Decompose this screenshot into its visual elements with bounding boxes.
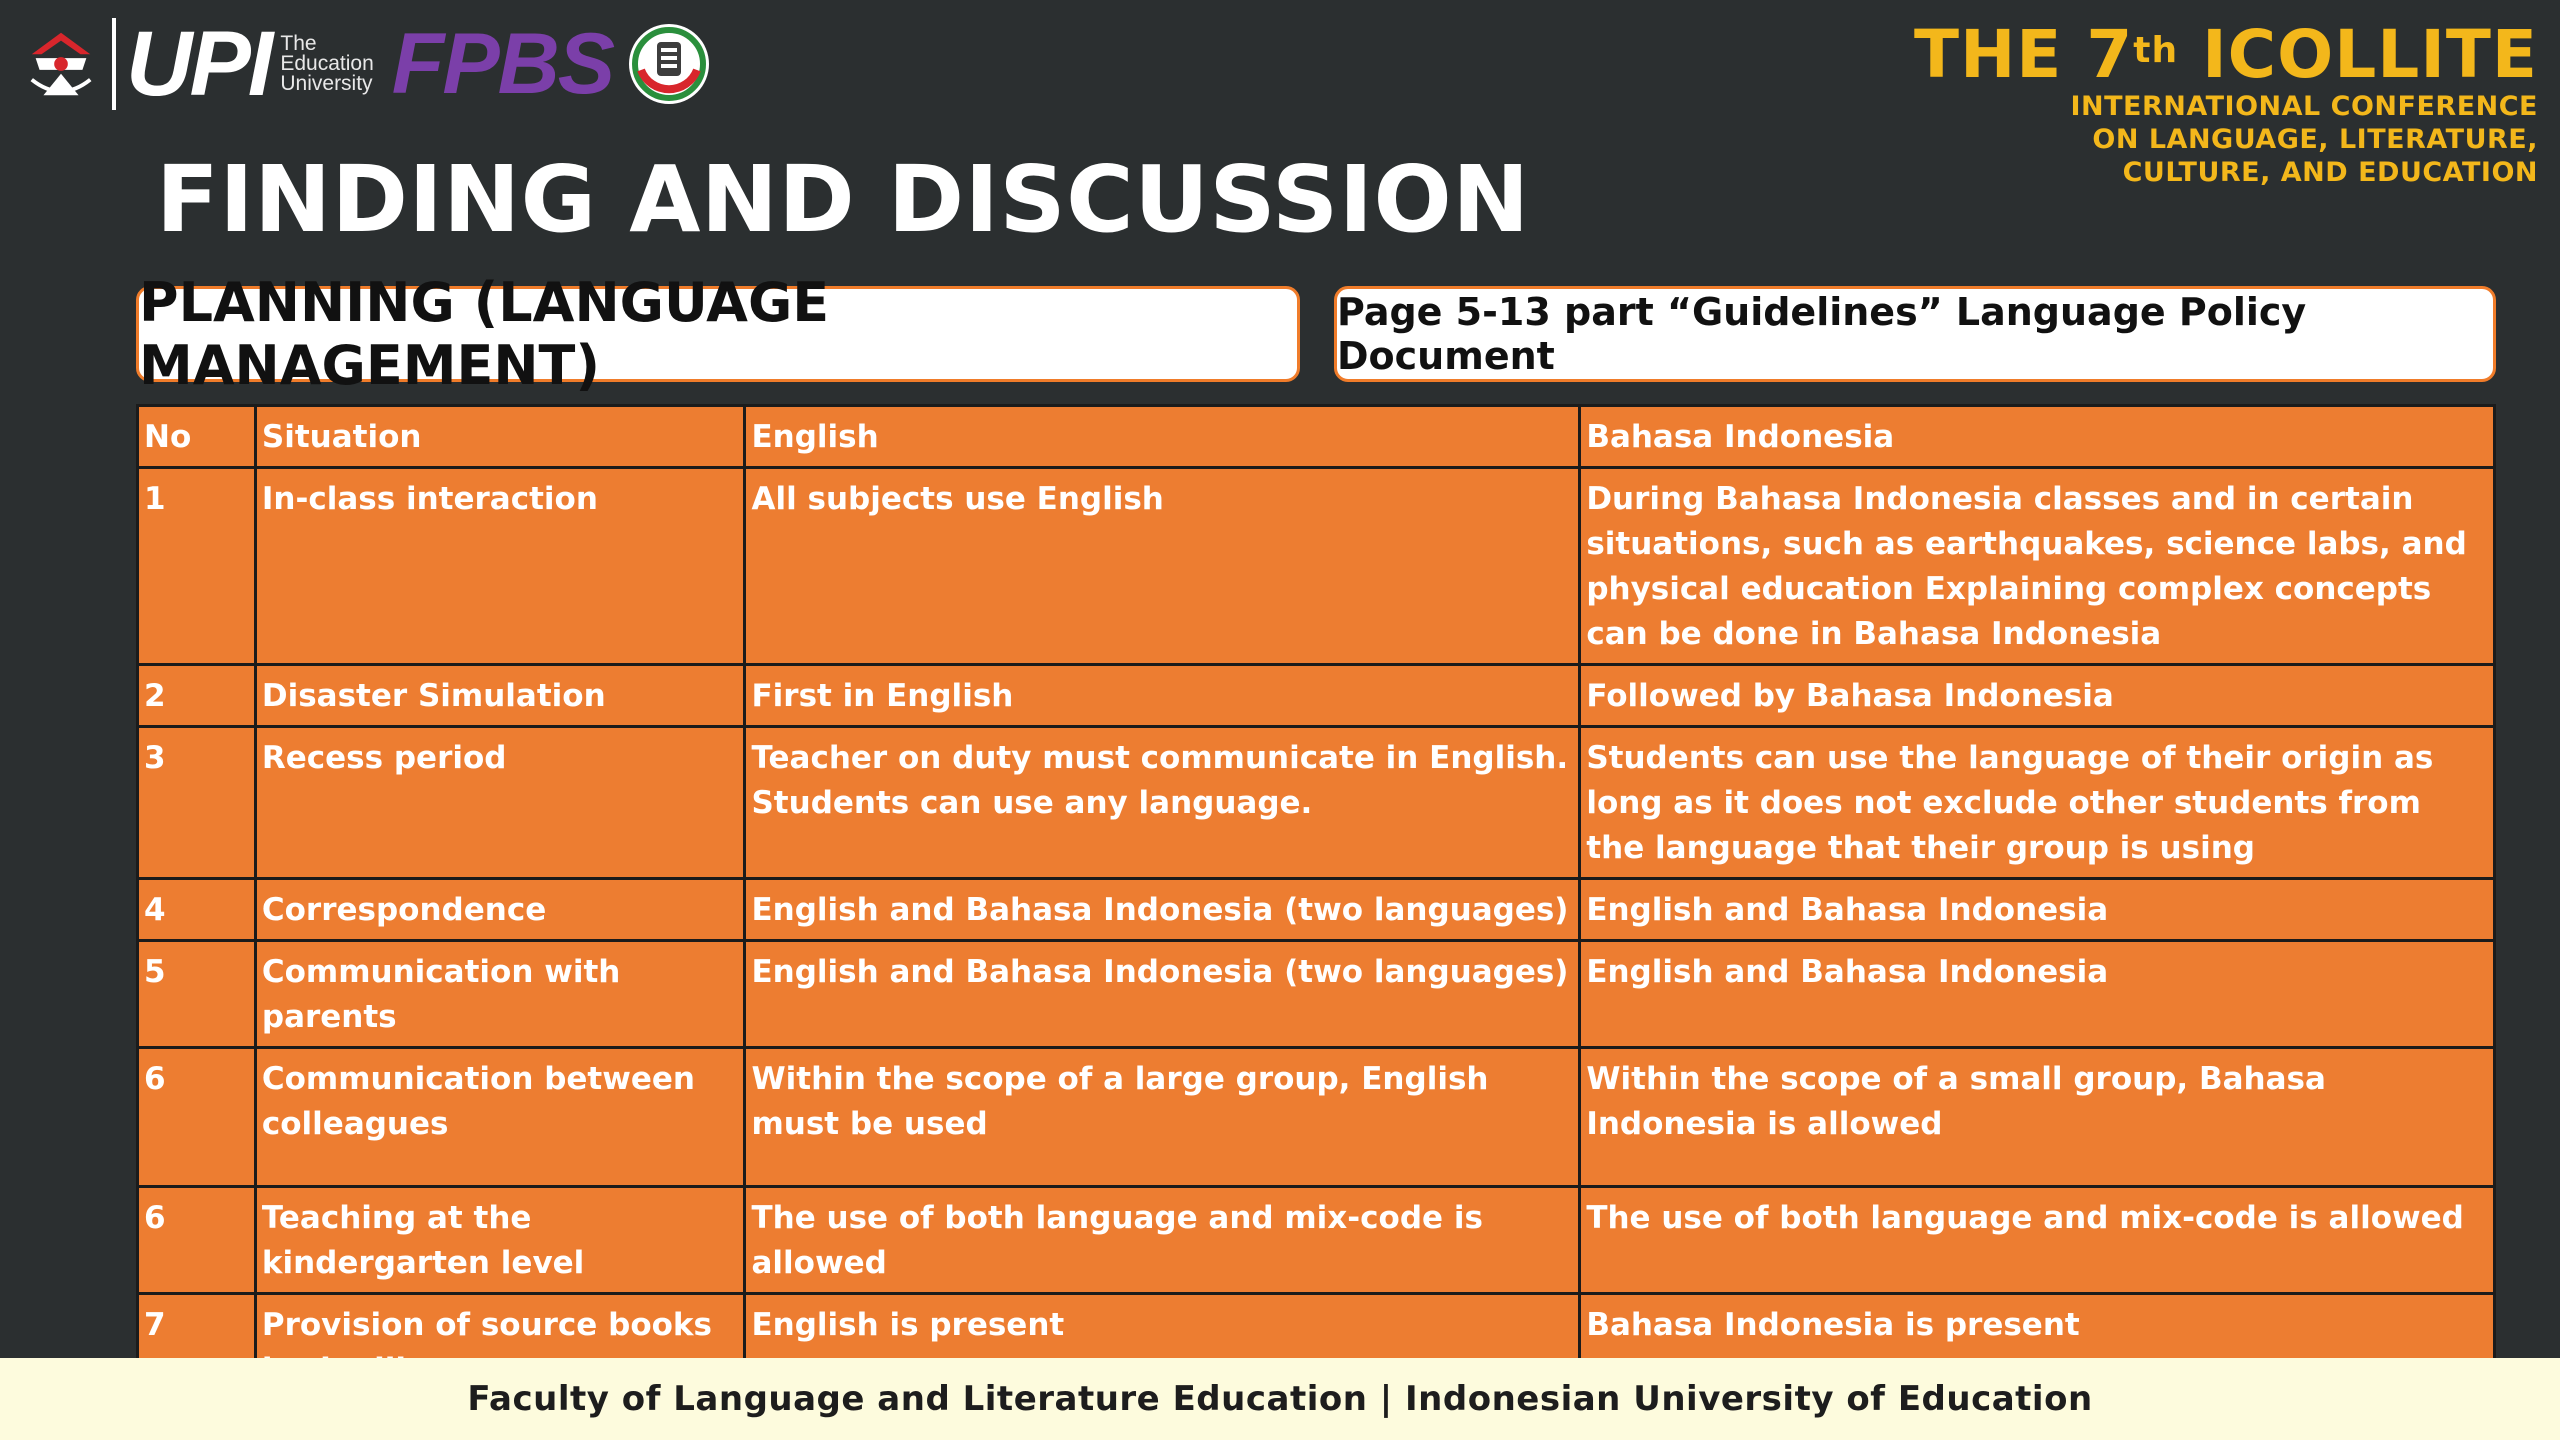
table-cell-bahasa-indonesia: Bahasa Indonesia is present [1580,1294,2495,1401]
table-cell-bahasa-indonesia: The use of both language and mix-code is allowed [1580,1187,2495,1294]
table-row [138,727,2495,879]
table-cell-bahasa-indonesia: English and Bahasa Indonesia [1580,941,2495,1048]
table-cell-english: First in English [745,665,1580,727]
conference-title-prefix: THE 7 [1914,16,2134,93]
table-cell-situation: Communication between colleagues [255,1048,745,1187]
university-emblem-icon [22,25,100,103]
header-logos [22,13,711,115]
table-cell-bahasa-indonesia: During Bahasa Indonesia classes and in certain situations, such as earthquakes, science labs, and physical education Explaining complex concepts can be done in Bahasa Indonesia [1580,468,2495,665]
table-cell-bahasa-indonesia: Students can use the language of their origin as long as it does not exclude other students from the language that their group is using [1580,727,2495,879]
table-row [138,665,2495,727]
table-cell-bahasa-indonesia: English and Bahasa Indonesia [1580,879,2495,941]
table-cell-situation: Disaster Simulation [255,665,745,727]
conference-subtitle-1: INTERNATIONAL CONFERENCE [2070,91,2538,122]
upi-sub-line-2: Education [280,52,374,75]
footer-university: Indonesian University of Education [1405,1379,2093,1419]
header-cell-situation: Situation [255,406,745,468]
table-cell-no: 7 [138,1294,256,1401]
table-cell-no: 6 [138,1048,256,1187]
table-row [138,941,2495,1048]
table-cell-situation: In-class interaction [255,468,745,665]
table-row [138,468,2495,665]
table-cell-situation: Recess period [255,727,745,879]
conference-subtitle-3: CULTURE, AND EDUCATION [2122,157,2538,188]
table-cell-english: The use of both language and mix-code is allowed [745,1187,1580,1294]
table-cell-english: Teacher on duty must communicate in English. Students can use any language. [745,727,1580,879]
faculty-badge-icon [627,22,711,106]
section-label-box [136,271,1300,397]
header-cell-english: English [745,406,1580,468]
page-title: FINDING AND DISCUSSION [156,146,1530,253]
table-cell-situation: Provision of source books [255,1294,745,1401]
table-cell-english: Within the scope of a large group, English must be used [745,1048,1580,1187]
table-cell-no: 4 [138,879,256,941]
conference-title [1914,16,2538,93]
conference-title-suffix: ICOLLITE [2178,16,2538,93]
section-label: PLANNING (LANGUAGE MANAGEMENT) [139,271,830,397]
table-cell-no: 5 [138,941,256,1048]
footer-faculty: Faculty of Language and Literature Education [467,1379,1368,1419]
upi-logo-subtitle [280,34,373,94]
table-cell-situation: Communication with parents [255,941,745,1048]
conference-subtitle-2: ON LANGUAGE, LITERATURE, [2092,124,2538,155]
table-cell-no: 2 [138,665,256,727]
table-cell-bahasa-indonesia: Within the scope of a small group, Bahasa Indonesia is allowed [1580,1048,2495,1187]
upi-sub-line-1: The [280,32,317,55]
table-cell-situation: Correspondence [255,879,745,941]
fpbs-logo-text: FPBS [391,16,614,112]
table-cell-english: English is present [745,1294,1580,1401]
header-cell-no: No [138,406,256,468]
table-cell-no: 1 [138,468,256,665]
table-cell-english: All subjects use English [745,468,1580,665]
source-label: Page 5-13 part “Guidelines” Language Policy Document [1337,290,2307,378]
footer-bar [0,1358,2560,1440]
table-cell-bahasa-indonesia: Followed by Bahasa Indonesia [1580,665,2495,727]
language-policy-table [136,404,2496,1402]
table-cell-situation: Teaching at the kindergarten level [255,1187,745,1294]
table-cell-english: English and Bahasa Indonesia (two languages) [745,879,1580,941]
upi-sub-line-3: University [280,72,373,95]
table-cell-no: 3 [138,727,256,879]
header-cell-bahasa-indonesia: Bahasa Indonesia [1580,406,2495,468]
footer-text [467,1379,2092,1419]
conference-title-block [1914,16,2538,189]
upi-logo-text: UPI [112,18,270,110]
table-row [138,1048,2495,1187]
table-cell-no: 6 [138,1187,256,1294]
table-header-row [138,406,2495,468]
conference-title-sup: th [2133,30,2179,71]
table-row [138,1187,2495,1294]
source-label-box [1334,286,2496,382]
table-row [138,879,2495,941]
footer-separator: | [1379,1379,1393,1419]
table-cell-english: English and Bahasa Indonesia (two languages) [745,941,1580,1048]
